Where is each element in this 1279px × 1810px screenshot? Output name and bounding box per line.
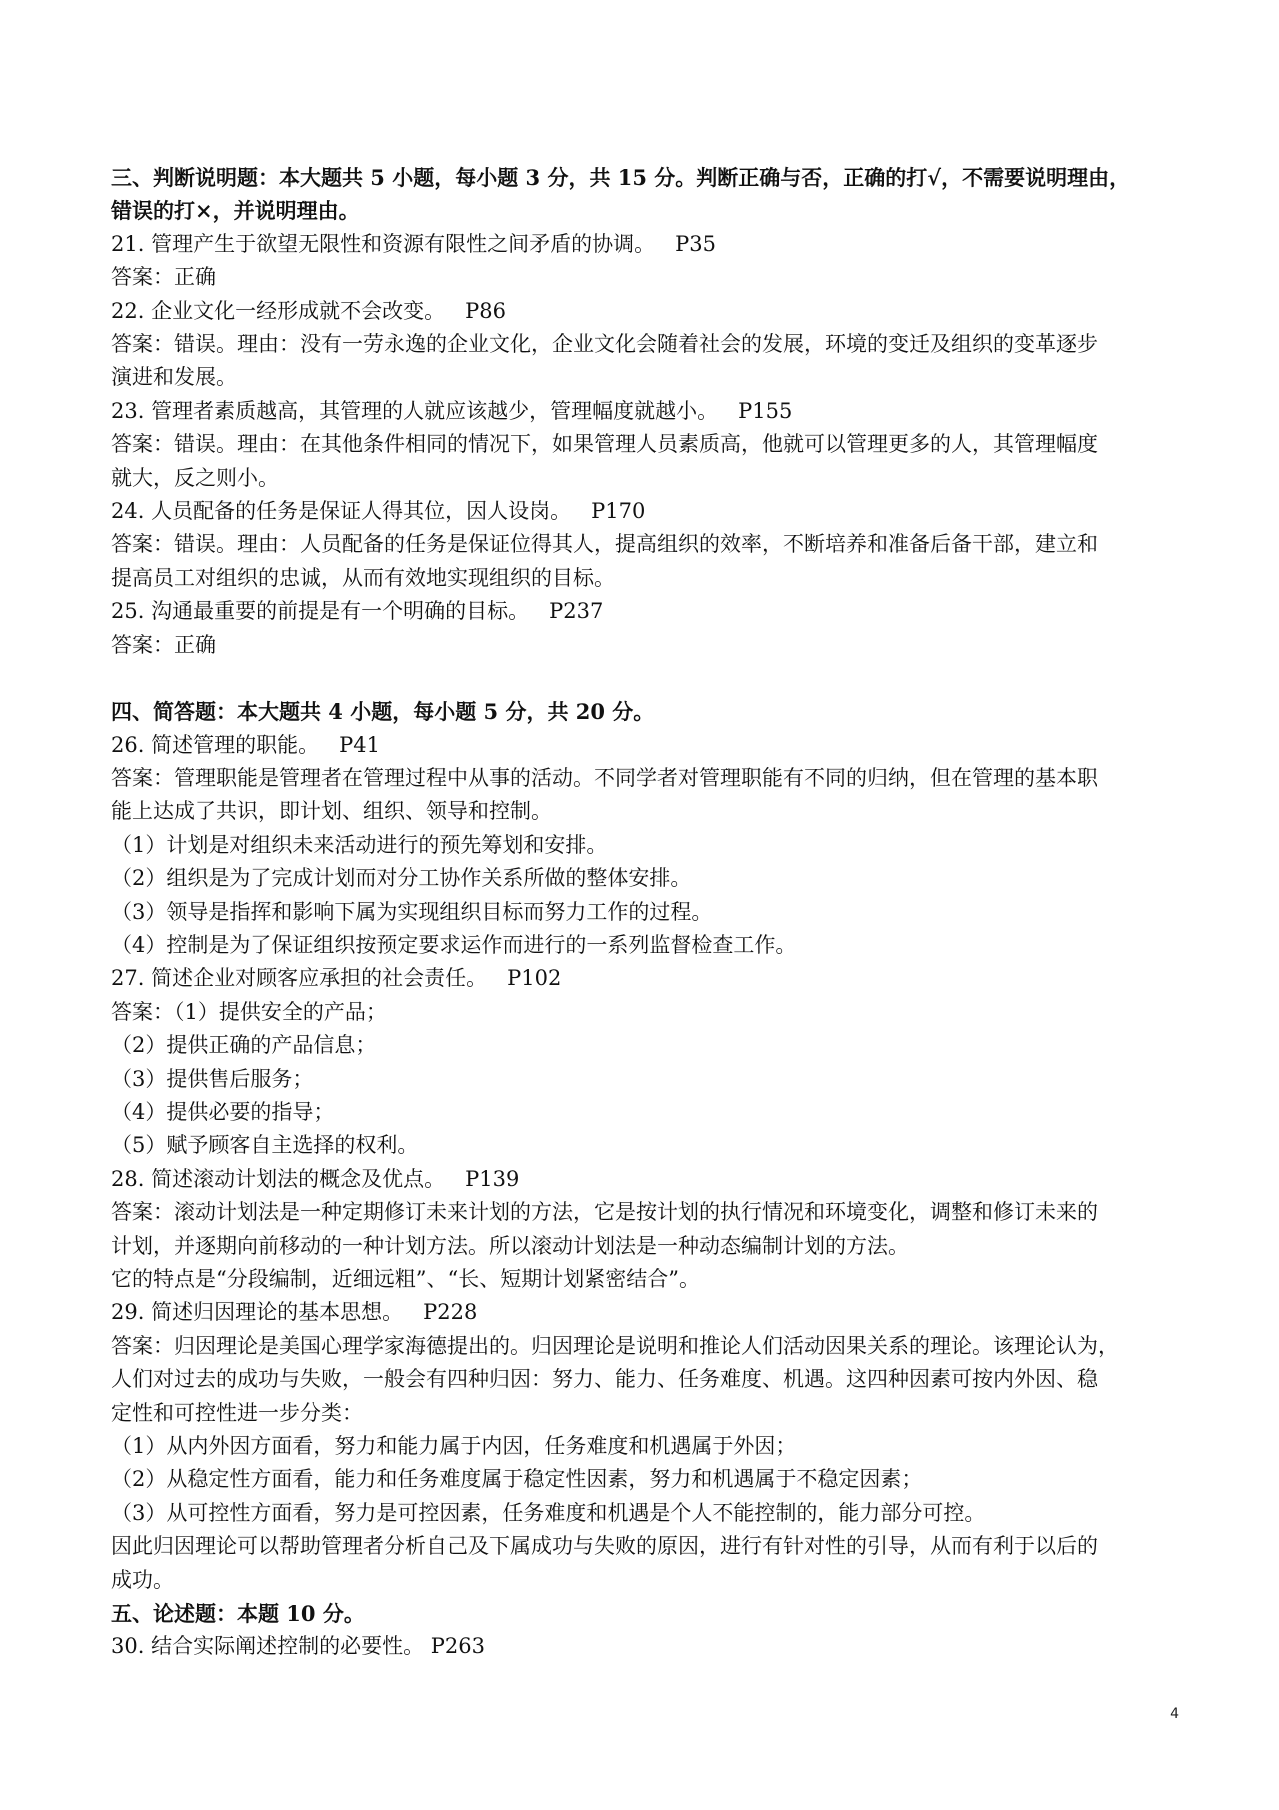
section-5 [111, 1597, 1177, 1664]
text-line: 它的特点是“分段编制，近细远粗”、“长、短期计划紧密结合”。 [111, 1267, 700, 1291]
text-line: （2）组织是为了完成计划而对分工协作关系所做的整体安排。 [111, 866, 692, 891]
text-line: 因此归因理论可以帮助管理者分析自己及下属成功与失败的原因，进行有针对性的引导，从而有利于以后的 [111, 1534, 1098, 1559]
text-line: 22. 企业文化一经形成就不会改变。 P86 [111, 298, 506, 323]
text-line: 能上达成了共识，即计划、组织、领导和控制。 [111, 799, 552, 824]
spacer [111, 662, 1177, 695]
section-3-heading-line-1: 三、判断说明题：本大题共 5 小题，每小题 3 分，共 15 分。判断正确与否，正确的打√，不需要说明理由， [111, 165, 1131, 190]
text-line: （2）提供正确的产品信息； [111, 1033, 377, 1058]
text-line: （5）赋予顾客自主选择的权利。 [111, 1133, 419, 1158]
text-line: （3）领导是指挥和影响下属为实现组织目标而努力工作的过程。 [111, 899, 713, 924]
text-line: 人们对过去的成功与失败，一般会有四种归因：努力、能力、任务难度、机遇。这四种因素可按内外因、稳 [111, 1367, 1098, 1392]
text-line: 答案：正确 [111, 265, 216, 290]
text-line: （4）提供必要的指导； [111, 1099, 335, 1124]
section-5-heading: 五、论述题：本题 10 分。 [111, 1601, 365, 1627]
text-line: 提高员工对组织的忠诚，从而有效地实现组织的目标。 [111, 565, 615, 590]
text-line: 答案：滚动计划法是一种定期修订未来计划的方法，它是按计划的执行情况和环境变化，调整和修订未来的 [111, 1200, 1098, 1225]
section-4-heading: 四、简答题：本大题共 4 小题，每小题 5 分，共 20 分。 [111, 699, 655, 725]
text-line: 答案：正确 [111, 632, 216, 657]
text-line: 答案：错误。理由：没有一劳永逸的企业文化，企业文化会随着社会的发展，环境的变迁及组织的变革逐步 [111, 332, 1098, 357]
text-line: （3）提供售后服务； [111, 1066, 314, 1091]
text-line: （1）从内外因方面看，努力和能力属于内因，任务难度和机遇属于外因； [111, 1434, 797, 1459]
text-line: 计划，并逐期向前移动的一种计划方法。所以滚动计划法是一种动态编制计划的方法。 [111, 1233, 909, 1258]
text-line: 定性和可控性进一步分类： [111, 1400, 363, 1425]
text-line: （3）从可控性方面看，努力是可控因素，任务难度和机遇是个人不能控制的，能力部分可控。 [111, 1500, 986, 1525]
text-line: 26. 简述管理的职能。 P41 [111, 732, 380, 757]
text-line: 答案：归因理论是美国心理学家海德提出的。归因理论是说明和推论人们活动因果关系的理论。该理论认为， [111, 1333, 1119, 1358]
section-3 [111, 161, 1177, 662]
text-line: 答案：错误。理由：人员配备的任务是保证位得其人，提高组织的效率，不断培养和准备后备干部，建立和 [111, 532, 1098, 557]
text-line: 答案：管理职能是管理者在管理过程中从事的活动。不同学者对管理职能有不同的归纳，但在管理的基本职 [111, 765, 1098, 790]
text-line: 21. 管理产生于欲望无限性和资源有限性之间矛盾的协调。 P35 [111, 231, 716, 256]
text-line: 25. 沟通最重要的前提是有一个明确的目标。 P237 [111, 599, 604, 624]
text-line: 27. 简述企业对顾客应承担的社会责任。 P102 [111, 966, 562, 991]
section-3-heading-line-2: 错误的打×，并说明理由。 [111, 198, 360, 224]
text-line: （1）计划是对组织未来活动进行的预先筹划和安排。 [111, 832, 608, 857]
text-line: 就大，反之则小。 [111, 465, 279, 490]
text-line: 30. 结合实际阐述控制的必要性。 P263 [111, 1634, 485, 1659]
page-number: 4 [1170, 1706, 1179, 1722]
text-line: （2）从稳定性方面看，能力和任务难度属于稳定性因素，努力和机遇属于不稳定因素； [111, 1467, 923, 1492]
text-line: 29. 简述归因理论的基本思想。 P228 [111, 1300, 478, 1325]
text-line: 24. 人员配备的任务是保证人得其位，因人设岗。 P170 [111, 499, 646, 524]
section-4 [111, 695, 1177, 1597]
text-line: 答案：错误。理由：在其他条件相同的情况下，如果管理人员素质高，他就可以管理更多的人，其管理幅度 [111, 432, 1098, 457]
text-line: 23. 管理者素质越高，其管理的人就应该越少，管理幅度就越小。 P155 [111, 398, 793, 423]
text-line: 28. 简述滚动计划法的概念及优点。 P139 [111, 1166, 520, 1191]
text-line: 答案：（1）提供安全的产品； [111, 999, 387, 1024]
text-line: 演进和发展。 [111, 365, 237, 390]
text-line: （4）控制是为了保证组织按预定要求运作而进行的一系列监督检查工作。 [111, 932, 797, 957]
text-line: 成功。 [111, 1567, 174, 1592]
document-page [111, 161, 1177, 1664]
